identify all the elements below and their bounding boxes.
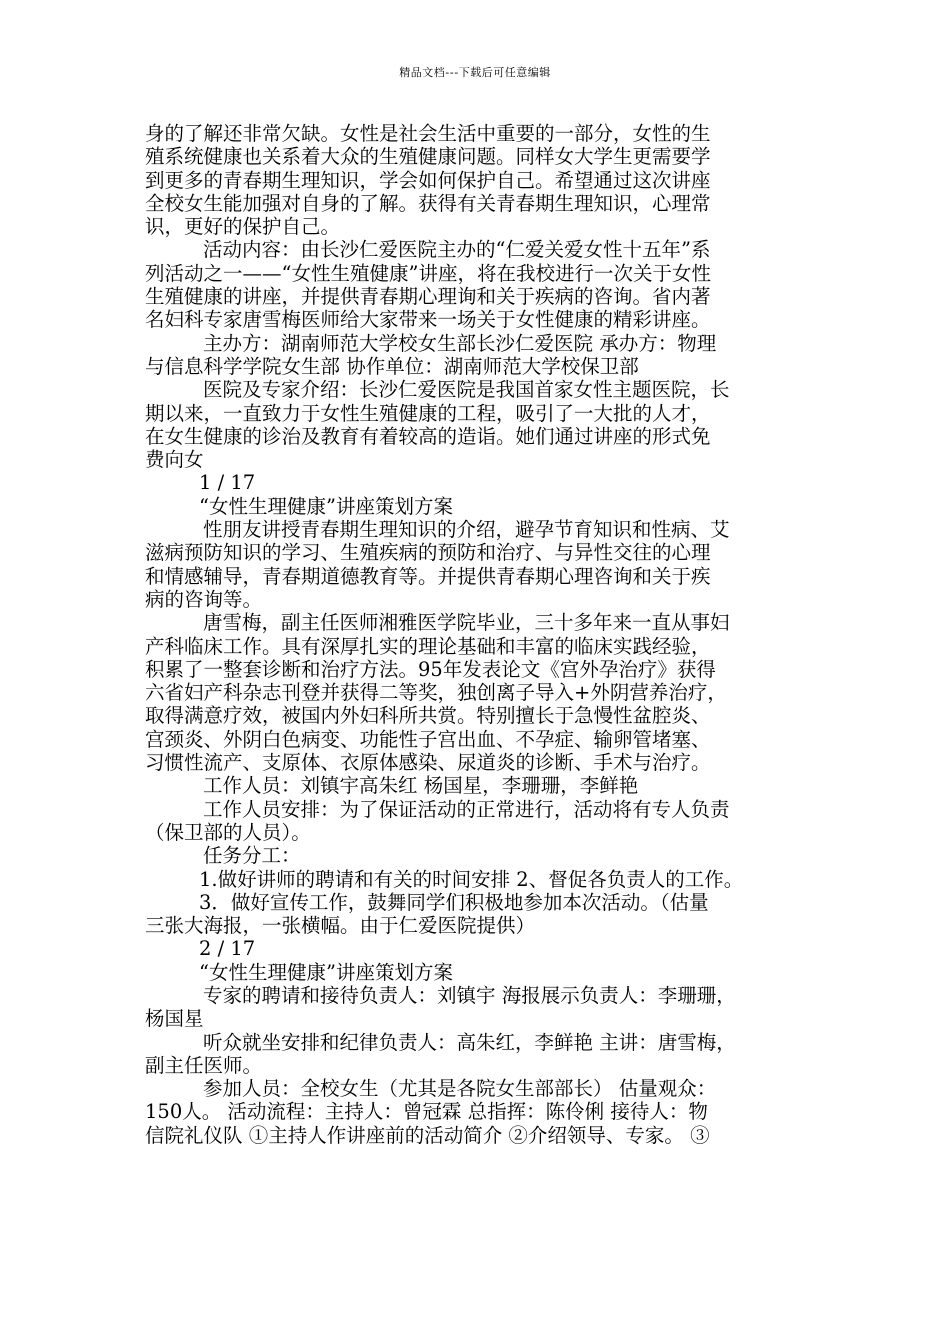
text-line: 取得满意疗效，被国内外妇科所共赏。特别擅长于急慢性盆腔炎、 — [145, 704, 711, 728]
text-line: 信院礼仪队 ①主持人作讲座前的活动简介 ②介绍领导、专家。 ③ — [145, 1123, 710, 1147]
text-line: 1.做好讲师的聘请和有关的时间安排 2、督促各负责人的工作。 — [199, 867, 744, 891]
text-line: 期以来，一直致力于女性生殖健康的工程，吸引了一大批的人才， — [145, 401, 711, 425]
page-number: 2 / 17 — [199, 937, 256, 961]
document-body — [145, 122, 805, 1147]
text-line: 在女生健康的诊治及教育有着较高的造诣。她们通过讲座的形式免 — [145, 424, 711, 448]
text-line: 识，更好的保护自己。 — [145, 215, 341, 239]
text-line: （保卫部的人员）。 — [145, 820, 311, 844]
text-line: 和情感辅导，青春期道德教育等。并提供青春期心理咨询和关于疾 — [145, 564, 711, 588]
text-line: 六省妇产科杂志刊登并获得二等奖，独创离子导入+外阴营养治疗， — [145, 681, 727, 705]
text-line: 150人。 活动流程：主持人：曾冠霖 总指挥：陈伶俐 接待人：物 — [145, 1100, 708, 1124]
text-line: 到更多的青春期生理知识，学会如何保护自己。希望通过这次讲座 — [145, 168, 711, 192]
text-line: 工作人员安排：为了保证活动的正常进行，活动将有专人负责 — [203, 797, 730, 821]
text-line: 参加人员：全校女生（尤其是各院女生部部长） 估量观众： — [203, 1077, 717, 1101]
text-line: 医院及专家介绍：长沙仁爱医院是我国首家女性主题医院，长 — [203, 378, 730, 402]
text-line: 任务分工： — [203, 844, 301, 868]
text-line: 费向女 — [145, 448, 204, 472]
document-title: “女性生理健康”讲座策划方案 — [199, 960, 453, 984]
text-line: 滋病预防知识的学习、生殖疾病的预防和治疗、与异性交往的心理 — [145, 541, 711, 565]
document-title: “女性生理健康”讲座策划方案 — [199, 494, 453, 518]
text-line: 工作人员：刘镇宇高朱红 杨国星，李珊珊，李鲜艳 — [203, 774, 639, 798]
text-line: 殖系统健康也关系着大众的生殖健康问题。同样女大学生更需要学 — [145, 145, 711, 169]
page-header: 精品文档---下载后可任意编辑 — [399, 66, 551, 79]
text-line: 名妇科专家唐雪梅医师给大家带来一场关于女性健康的精彩讲座。 — [145, 308, 711, 332]
text-line: 身的了解还非常欠缺。女性是社会生活中重要的一部分，女性的生 — [145, 122, 711, 145]
text-line: 主办方：湖南师范大学校女生部长沙仁爱医院 承办方：物理 — [203, 331, 717, 355]
text-line: 习惯性流产、支原体、衣原体感染、尿道炎的诊断、手术与治疗。 — [145, 751, 711, 775]
text-line: 产科临床工作。具有深厚扎实的理论基础和丰富的临床实践经验， — [145, 634, 711, 658]
text-line: 宫颈炎、外阴白色病变、功能性子宫出血、不孕症、输卵管堵塞、 — [145, 727, 711, 751]
text-line: 全校女生能加强对自身的了解。获得有关青春期生理知识，心理常 — [145, 191, 711, 215]
text-line: 生殖健康的讲座，并提供青春期心理询和关于疾病的咨询。省内著 — [145, 285, 711, 309]
text-line: 列活动之一——“女性生殖健康”讲座，将在我校进行一次关于女性 — [145, 261, 711, 285]
text-line: 副主任医师。 — [145, 1053, 263, 1077]
text-line: 性朋友讲授青春期生理知识的介绍，避孕节育知识和性病、艾 — [203, 518, 730, 542]
text-line: 专家的聘请和接待负责人：刘镇宇 海报展示负责人：李珊珊， — [203, 983, 736, 1007]
page-number: 1 / 17 — [199, 471, 256, 495]
text-line: 杨国星 — [145, 1007, 204, 1031]
text-line: 唐雪梅，副主任医师湘雅医学院毕业，三十多年来一直从事妇 — [203, 611, 730, 635]
text-line: 积累了一整套诊断和治疗方法。95年发表论文《宫外孕治疗》获得 — [145, 657, 716, 681]
text-line: 听众就坐安排和纪律负责人：高朱红，李鲜艳 主讲：唐雪梅， — [203, 1030, 736, 1054]
text-line: 三张大海报，一张横幅。由于仁爱医院提供） — [145, 914, 536, 938]
text-line: 与信息科学学院女生部 协作单位：湖南师范大学校保卫部 — [145, 354, 639, 378]
text-line: 3．做好宣传工作，鼓舞同学们积极地参加本次活动。（估量 — [199, 890, 709, 914]
text-line: 活动内容：由长沙仁爱医院主办的“仁爱关爱女性十五年”系 — [203, 238, 711, 262]
text-line: 病的咨询等。 — [145, 587, 263, 611]
